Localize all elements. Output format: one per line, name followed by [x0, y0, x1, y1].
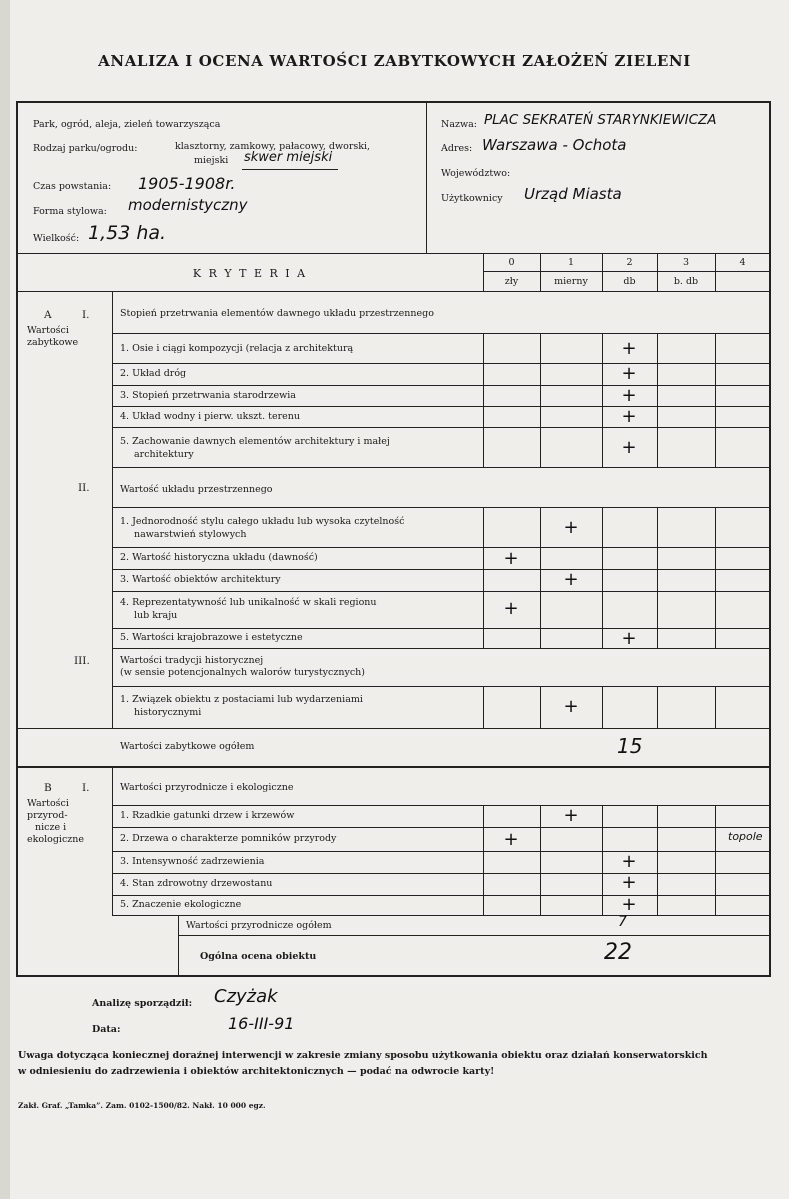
- grid-line: [483, 507, 484, 648]
- section-b-letter: B: [44, 782, 52, 794]
- grid-line: [715, 333, 716, 467]
- group-ii-num: II.: [78, 482, 90, 494]
- grid-line: [112, 591, 770, 592]
- section-a-num: I.: [82, 309, 90, 321]
- page-edge: [0, 0, 10, 1199]
- col-4-num: 4: [739, 257, 746, 268]
- note-line-2: w odniesieniu do zadrzewienia i obiektów architektonicznych — podać na odwrocie karty!: [18, 1066, 495, 1077]
- col-1-label: mierny: [554, 276, 588, 287]
- grid-line: [112, 547, 770, 548]
- score-mark: +: [563, 696, 579, 717]
- section-b-group: Wartości przyrodnicze i ekologiczne: [120, 782, 294, 793]
- row-i-1: 1. Osie i ciągi kompozycji (relacja z architekturą: [120, 343, 354, 354]
- col-0-num: 0: [508, 257, 515, 268]
- row-ii-1: 1. Jednorodność stylu całego układu lub wysoka czytelność: [120, 516, 405, 527]
- group-iii-title: Wartości tradycji historycznej: [120, 655, 264, 666]
- row-b-1: 1. Rzadkie gatunki drzew i krzewów: [120, 810, 295, 821]
- grid-line: [112, 427, 770, 428]
- grid-line: [112, 467, 770, 468]
- park-label: Park, ogród, aleja, zieleń towarzysząca: [33, 119, 221, 130]
- score-mark: +: [621, 872, 637, 893]
- section-b-name-1: Wartości: [27, 798, 69, 809]
- section-b-name-2: przyrod-: [27, 810, 68, 821]
- grid-line: [112, 333, 770, 334]
- row-i-5: 5. Zachowanie dawnych elementów architektury i małej: [120, 436, 390, 447]
- grid-line: [112, 569, 770, 570]
- header-divider: [426, 102, 427, 253]
- row-b-2: 2. Drzewa o charakterze pomników przyrody: [120, 833, 337, 844]
- forma-value: modernistyczny: [128, 196, 248, 214]
- score-mark: +: [621, 338, 637, 359]
- col-2-label: db: [623, 276, 636, 287]
- rodzaj-options: klasztorny, zamkowy, pałacowy, dworski,: [175, 141, 371, 152]
- score-mark: +: [563, 517, 579, 538]
- grid-line: [657, 507, 658, 648]
- grid-line: [112, 851, 770, 852]
- grid-line: [112, 827, 770, 828]
- score-mark: +: [621, 363, 637, 384]
- grid-line: [483, 686, 484, 728]
- row-ii-2: 2. Wartość historyczna układu (dawność): [120, 552, 318, 563]
- czas-label: Czas powstania:: [33, 181, 112, 192]
- row-b-4: 4. Stan zdrowotny drzewostanu: [120, 878, 273, 889]
- score-mark: +: [563, 569, 579, 590]
- section-a-name-2: zabytkowe: [27, 337, 79, 348]
- grid-line: [112, 507, 770, 508]
- grid-line: [657, 805, 658, 915]
- grid-line: [112, 628, 770, 629]
- grid-line: [483, 805, 484, 915]
- row-ii-5: 5. Wartości krajobrazowe i estetyczne: [120, 632, 303, 643]
- uzytkownicy-value: Urząd Miasta: [524, 185, 622, 203]
- total-b-value: 7: [618, 914, 627, 930]
- overall-value: 22: [604, 940, 632, 965]
- score-mark: +: [503, 598, 519, 619]
- grid-line: [715, 686, 716, 728]
- nazwa-value: PLAC SEKRATEŃ STARYNKIEWICZA: [484, 112, 717, 128]
- score-mark: +: [503, 829, 519, 850]
- col-3-num: 3: [682, 257, 690, 268]
- wielkosc-value: 1,53 ha.: [88, 222, 167, 244]
- row-i-3: 3. Stopień przetrwania starodrzewia: [120, 390, 296, 401]
- grid-line: [540, 507, 541, 648]
- czas-value: 1905-1908r.: [138, 174, 236, 193]
- grid-line: [602, 507, 603, 648]
- row-ii-4: 4. Reprezentatywność lub unikalność w skali regionu: [120, 597, 377, 608]
- grid-line: [715, 507, 716, 648]
- grid-line: [112, 291, 113, 728]
- grid-line: [715, 805, 716, 915]
- row-ii-4-cont: lub kraju: [134, 610, 178, 621]
- grid-line: [17, 291, 770, 292]
- total-a-label: Wartości zabytkowe ogółem: [120, 741, 255, 752]
- adres-label: Adres:: [441, 143, 473, 154]
- grid-line: [540, 805, 541, 915]
- row-ii-3: 3. Wartość obiektów architektury: [120, 574, 281, 585]
- grid-line: [112, 648, 770, 649]
- row-iii-1-cont: historycznymi: [134, 707, 202, 718]
- rodzaj-label: Rodzaj parku/ogrodu:: [33, 143, 138, 154]
- row-b-2-note: topole: [728, 830, 763, 843]
- grid-line: [17, 728, 770, 729]
- grid-line: [657, 686, 658, 728]
- score-mark: +: [621, 851, 637, 872]
- analiza-signature: Czyżak: [214, 986, 278, 1007]
- score-mark: +: [621, 628, 637, 649]
- score-mark: +: [621, 894, 637, 915]
- col-1-num: 1: [567, 257, 575, 268]
- nazwa-label: Nazwa:: [441, 119, 477, 130]
- adres-value: Warszawa - Ochota: [482, 136, 627, 154]
- grid-line: [540, 333, 541, 467]
- grid-line: [17, 766, 770, 768]
- col-0-label: zły: [504, 276, 519, 287]
- uzytkownicy-label: Użytkownicy: [441, 193, 503, 204]
- note-line-1: Uwaga dotycząca koniecznej doraźnej interwencji w zakresie zmiany sposobu użytkowania obiektu oraz działań konserwatorskich: [18, 1050, 708, 1061]
- row-iii-1: 1. Związek obiektu z postaciami lub wydarzeniami: [120, 694, 363, 705]
- grid-line: [657, 333, 658, 467]
- score-mark: +: [621, 385, 637, 406]
- grid-line: [178, 915, 179, 976]
- section-a-name: Wartości: [27, 325, 69, 336]
- group-i-title: Stopień przetrwania elementów dawnego układu przestrzennego: [120, 308, 434, 319]
- rodzaj-underline: [242, 169, 338, 170]
- analiza-label: Analizę sporządził:: [92, 998, 193, 1009]
- grid-line: [602, 686, 603, 728]
- row-b-3: 3. Intensywność zadrzewienia: [120, 856, 265, 867]
- grid-line: [178, 935, 770, 936]
- row-i-5-cont: architektury: [134, 449, 194, 460]
- total-b-label: Wartości przyrodnicze ogółem: [186, 920, 332, 931]
- forma-label: Forma stylowa:: [33, 206, 107, 217]
- grid-line: [483, 271, 770, 272]
- score-mark: +: [563, 805, 579, 826]
- row-i-4: 4. Układ wodny i pierw. ukszt. terenu: [120, 411, 300, 422]
- wojewodztwo-label: Województwo:: [441, 168, 511, 179]
- group-iii-subtitle: (w sensie potencjonalnych walorów turystycznych): [120, 667, 365, 678]
- kryteria-title: K R Y T E R I A: [192, 267, 308, 280]
- grid-line: [112, 895, 770, 896]
- group-ii-title: Wartość układu przestrzennego: [120, 484, 273, 495]
- data-value: 16-III-91: [228, 1014, 295, 1033]
- imprint: Zakł. Graf. „Tamka”. Zam. 0102-1500/82. Nakł. 10 000 egz.: [18, 1101, 266, 1110]
- row-b-5: 5. Znaczenie ekologiczne: [120, 899, 242, 910]
- section-a-letter: A: [44, 309, 52, 321]
- grid-line: [602, 333, 603, 467]
- grid-line: [112, 686, 770, 687]
- grid-line: [112, 805, 770, 806]
- data-label: Data:: [92, 1024, 121, 1035]
- grid-line: [112, 873, 770, 874]
- rodzaj-handwritten: skwer miejski: [244, 150, 333, 165]
- wielkosc-label: Wielkość:: [33, 233, 80, 244]
- total-a-value: 15: [617, 734, 643, 758]
- section-b-name-3: nicze i: [35, 822, 67, 833]
- overall-label: Ogólna ocena obiektu: [200, 951, 317, 962]
- rodzaj-options-2: miejski: [194, 155, 229, 166]
- page-title: ANALIZA I OCENA WARTOŚCI ZABYTKOWYCH ZAŁOŻEŃ ZIELENI: [98, 52, 691, 70]
- grid-line: [602, 805, 603, 915]
- col-2-num: 2: [626, 257, 633, 268]
- grid-line: [483, 333, 484, 467]
- score-mark: +: [621, 437, 637, 458]
- score-mark: +: [621, 406, 637, 427]
- score-mark: +: [503, 548, 519, 569]
- section-b-num: I.: [82, 782, 90, 794]
- grid-line: [112, 766, 113, 915]
- group-iii-num: III.: [74, 655, 90, 667]
- grid-line: [540, 686, 541, 728]
- section-b-name-4: ekologiczne: [27, 834, 85, 845]
- grid-line: [112, 363, 770, 364]
- grid-line: [112, 406, 770, 407]
- row-i-2: 2. Układ dróg: [120, 368, 187, 379]
- grid-line: [112, 385, 770, 386]
- grid-line: [112, 915, 770, 916]
- col-3-label: b. db: [673, 276, 699, 287]
- row-ii-1-cont: nawarstwień stylowych: [134, 529, 247, 540]
